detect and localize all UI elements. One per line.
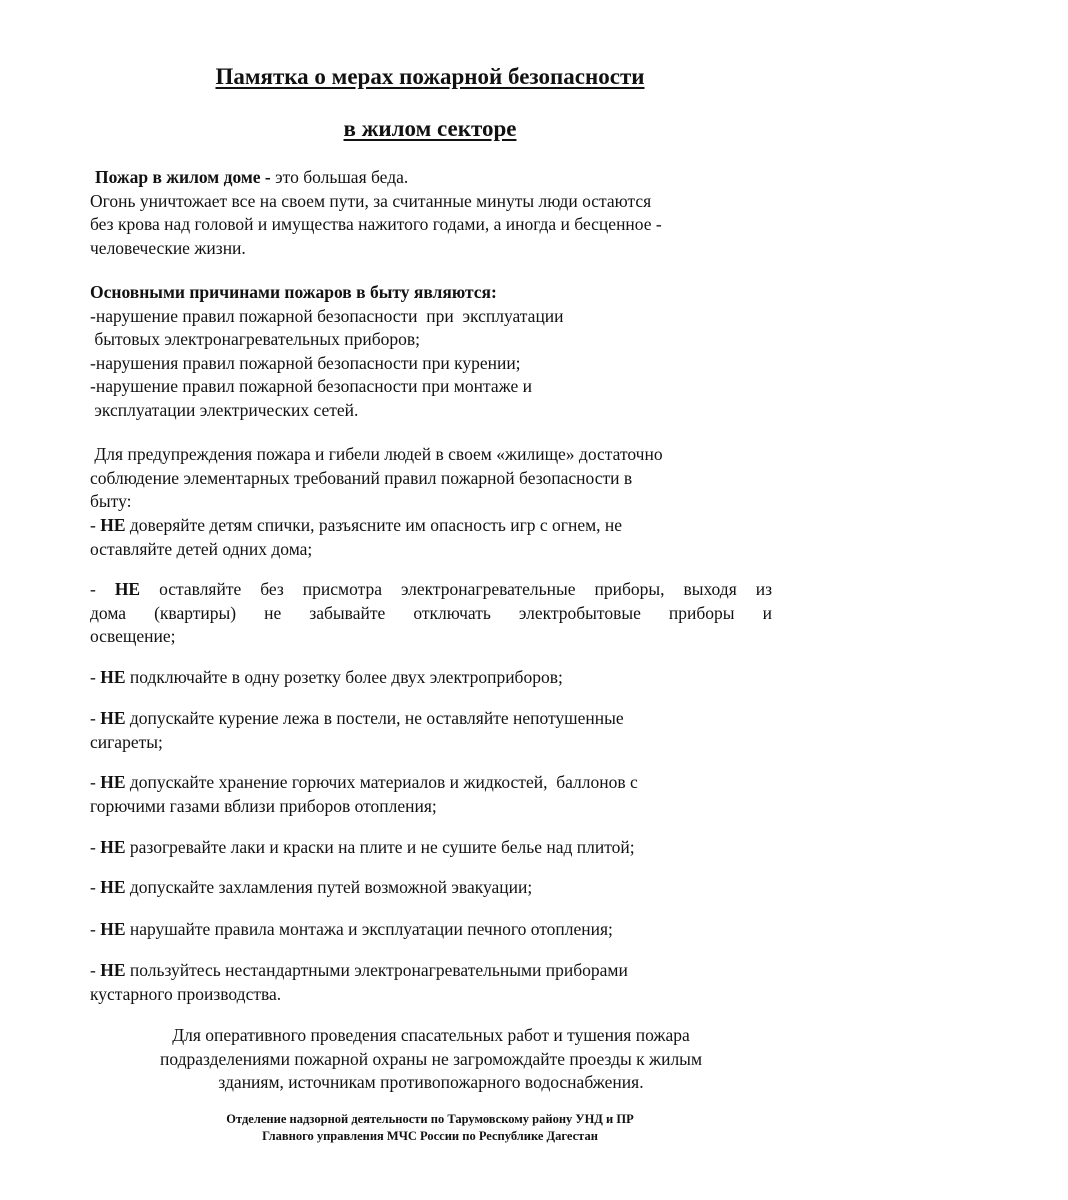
rule-line [90, 707, 772, 731]
rule-dash: - [90, 877, 101, 897]
prevention-line: Для предупреждения пожара и гибели людей в своем «жилище» достаточно [90, 444, 663, 464]
rule-ne: НЕ [100, 919, 126, 939]
prevention-line: быту: [90, 491, 132, 511]
rule-line [90, 876, 772, 900]
rule-ne: НЕ [100, 837, 126, 857]
closing-line: зданиям, источникам противопожарного водоснабжения. [218, 1072, 644, 1092]
closing-line: Для оперативного проведения спасательных работ и тушения пожара [172, 1025, 690, 1045]
rule-dash: - [90, 579, 115, 599]
rule-dash: - [90, 919, 101, 939]
causes-line: -нарушение правил пожарной безопасности при монтаже и [90, 376, 532, 396]
rule-line: освещение; [90, 626, 176, 646]
rule-dash: - [90, 960, 101, 980]
rule-item [90, 771, 772, 818]
causes-section [90, 281, 772, 422]
rule-line [90, 666, 772, 690]
causes-line: бытовых электронагревательных приборов; [90, 329, 420, 349]
intro-bold-lead: Пожар в жилом доме - [95, 167, 271, 187]
prevention-paragraph [90, 443, 772, 514]
causes-line: эксплуатации электрических сетей. [90, 399, 359, 420]
rule-item [90, 578, 772, 649]
rule-ne: НЕ [100, 772, 126, 792]
rule-dash: - [90, 708, 101, 728]
rule-line: кустарного производства. [90, 983, 282, 1004]
causes-line: -нарушения правил пожарной безопасности при курении; [90, 352, 521, 373]
rule-line [90, 836, 772, 860]
rule-line: оставляйте детей одних дома; [90, 538, 313, 559]
rule-text: разогревайте лаки и краски на плите и не сушите белье над плитой; [125, 837, 635, 857]
rule-ne: НЕ [100, 960, 126, 980]
intro-lead-rest: это большая беда. [270, 167, 409, 187]
causes-line: -нарушение правил пожарной безопасности при эксплуатации [90, 305, 564, 326]
rule-text: оставляйте без присмотра электронагревательные приборы, выходя из [140, 579, 773, 599]
rule-item [90, 707, 772, 754]
rule-ne: НЕ [100, 877, 126, 897]
rule-ne: НЕ [100, 515, 126, 535]
rule-text: пользуйтесь нестандартными электронагревательными приборами [125, 960, 628, 980]
rule-line [90, 959, 772, 983]
rule-dash: - [90, 772, 101, 792]
rule-item [90, 666, 772, 690]
prevention-line: соблюдение элементарных требований правил пожарной безопасности в [90, 467, 633, 488]
rule-ne: НЕ [114, 579, 141, 599]
rule-text: допускайте захламления путей возможной эвакуации; [125, 877, 533, 897]
intro-line: без крова над головой и имущества нажитого годами, а иногда и бесценное - [90, 214, 662, 234]
footer-line-2: Главного управления МЧС России по Республике Дагестан [262, 1129, 598, 1143]
rule-text: подключайте в одну розетку более двух электроприборов; [125, 667, 563, 687]
rule-item [90, 514, 772, 561]
intro-first-line [90, 166, 772, 190]
rule-line [90, 771, 772, 795]
rule-line: горючими газами вблизи приборов отопления; [90, 795, 437, 816]
rule-line [90, 918, 772, 942]
footer-line-1: Отделение надзорной деятельности по Тарумовскому району УНД и ПР [226, 1112, 634, 1126]
document-title-line-2: в жилом секторе [343, 116, 517, 141]
rule-line: дома (квартиры) не забывайте отключать электробытовые приборы и [90, 602, 772, 623]
intro-line: Огонь уничтожает все на своем пути, за считанные минуты люди остаются [90, 190, 652, 211]
rule-line [90, 514, 772, 538]
rule-ne: НЕ [100, 708, 126, 728]
closing-line: подразделениями пожарной охраны не загромождайте проезды к жилым [159, 1048, 703, 1069]
rule-item [90, 959, 772, 1006]
rule-line: сигареты; [90, 731, 163, 752]
rule-dash: - [90, 667, 101, 687]
rule-text: нарушайте правила монтажа и эксплуатации печного отопления; [125, 919, 613, 939]
intro-line: человеческие жизни. [90, 237, 246, 258]
rule-dash: - [90, 515, 101, 535]
rule-dash: - [90, 837, 101, 857]
rule-item [90, 836, 772, 860]
issuer-footer [180, 1111, 680, 1145]
document-title-line-1: Памятка о мерах пожарной безопасности [215, 64, 645, 89]
causes-heading: Основными причинами пожаров в быту являются: [90, 282, 497, 302]
rule-text: доверяйте детям спички, разъясните им опасность игр с огнем, не [125, 515, 623, 535]
rule-text: допускайте курение лежа в постели, не оставляйте непотушенные [125, 708, 624, 728]
closing-paragraph [110, 1024, 752, 1095]
intro-paragraph [90, 166, 772, 260]
rule-text: допускайте хранение горючих материалов и жидкостей, баллонов с [125, 772, 638, 792]
rule-line [90, 578, 772, 602]
rule-ne: НЕ [100, 667, 126, 687]
rule-item [90, 918, 772, 942]
rule-item [90, 876, 772, 900]
